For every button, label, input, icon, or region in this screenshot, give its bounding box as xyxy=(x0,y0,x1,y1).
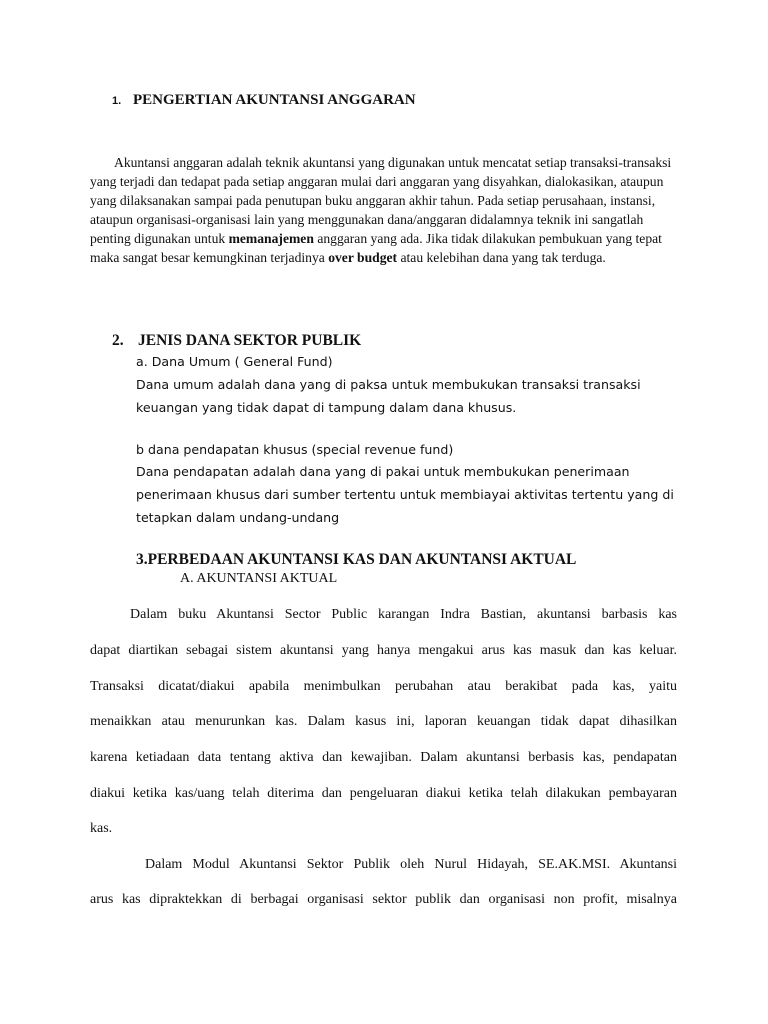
s2-fund-b-line-2: penerimaan khusus dari sumber tertentu untuk membiayai aktivitas tertentu yang di xyxy=(136,487,674,502)
s2-fund-b-line-1: Dana pendapatan adalah dana yang di pakai untuk membukukan penerimaan xyxy=(136,464,630,479)
section-3-heading: 3.PERBEDAAN AKUNTANSI KAS DAN AKUNTANSI AKTUAL xyxy=(136,551,577,568)
s2-fund-a-line-2: keuangan yang tidak dapat di tampung dalam dana khusus. xyxy=(136,400,517,415)
s2-fund-b-line-3: tetapkan dalam undang-undang xyxy=(136,510,340,525)
section-3-subheading: A. AKUNTANSI AKTUAL xyxy=(180,571,338,586)
s3-line-2: dapat diartikan sebagai sistem akuntansi yang hanya mengakui arus kas masuk dan kas keluar. xyxy=(90,643,677,658)
section-1-heading xyxy=(112,92,416,109)
section-2-number: 2. xyxy=(112,332,124,349)
s1-text-c: atau kelebihan dana yang tak terduga. xyxy=(400,249,606,265)
s1-bold-over-budget: over budget xyxy=(328,249,398,265)
section-1-number: 1. xyxy=(112,95,122,107)
s3-line-8: Dalam Modul Akuntansi Sektor Publik oleh Nurul Hidayah, SE.AK.MSI. Akuntansi xyxy=(145,857,677,872)
s2-fund-a-title: a. Dana Umum ( General Fund) xyxy=(136,354,333,369)
s3-line-6: diakui ketika kas/uang telah diterima dan pengeluaran diakui ketika telah dilakukan pembayaran xyxy=(90,786,677,801)
s3-line-7: kas. xyxy=(90,821,113,836)
s3-line-4: menaikkan atau menurunkan kas. Dalam kasus ini, laporan keuangan tidak dapat dihasilkan xyxy=(90,714,677,729)
s3-line-5: karena ketiadaan data tentang aktiva dan kewajiban. Dalam akuntansi berbasis kas, pendapatan xyxy=(90,750,677,765)
s2-fund-a-line-1: Dana umum adalah dana yang di paksa untuk membukukan transaksi transaksi xyxy=(136,377,641,392)
section-2-title: JENIS DANA SEKTOR PUBLIK xyxy=(138,332,362,349)
s1-bold-memanajemen: memanajemen xyxy=(228,230,314,246)
section-1-paragraph xyxy=(90,154,677,267)
s3-line-9: arus kas dipraktekkan di berbagai organisasi sektor publik dan organisasi non profit, misalnya xyxy=(90,892,677,907)
s3-line-3: Transaksi dicatat/diakui apabila menimbulkan perubahan atau berakibat pada kas, yaitu xyxy=(90,679,677,694)
section-2-heading xyxy=(112,332,361,350)
section-1-title: PENGERTIAN AKUNTANSI ANGGARAN xyxy=(133,92,416,108)
s1-text-b: anggaran yang ada. Jika tidak dilakukan pembukuan yang tepat maka sangat besar kemungkinan terjadinya xyxy=(90,230,662,265)
s3-line-1: Dalam buku Akuntansi Sector Public karangan Indra Bastian, akuntansi barbasis kas xyxy=(130,607,677,622)
s2-fund-b-title: b dana pendapatan khusus (special revenue fund) xyxy=(136,442,454,457)
s1-text-a: Akuntansi anggaran adalah teknik akuntansi yang digunakan untuk mencatat setiap transaksi-transaksi yang terjadi dan tedapat pada setiap anggaran mulai dari anggaran yang disyahkan, dialokasikan, ataupun yang dilaksanakan sampai pada penutupan buku anggaran akhir tahun. Pada setiap perusahaan, instansi, ataupun organisasi-organisasi lain yang menggunakan dana/anggaran didalamnya teknik ini sangatlah penting digunakan untuk xyxy=(90,155,672,246)
